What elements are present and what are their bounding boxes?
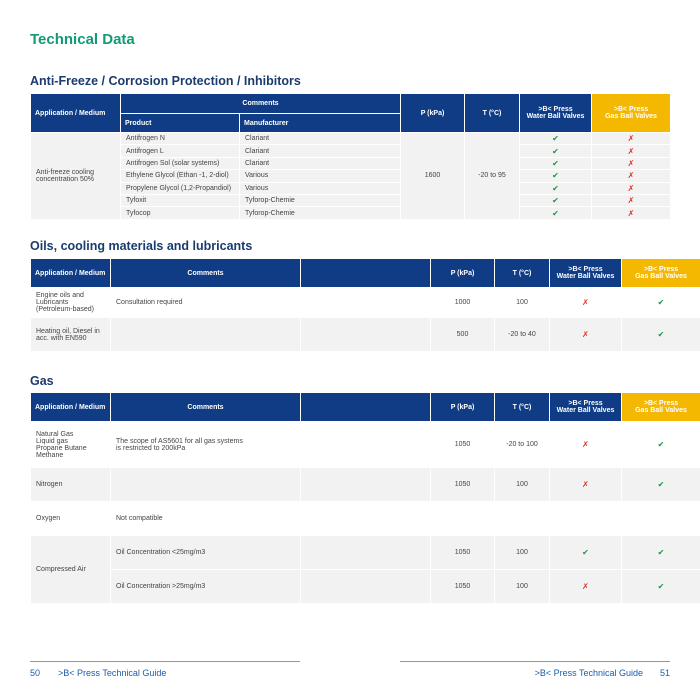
application-cell: Anti-freeze cooling concentration 50%: [31, 133, 121, 220]
header-application: Application / Medium: [31, 94, 121, 133]
application-cell: Nitrogen: [31, 468, 111, 502]
header-comments: Comments: [111, 259, 301, 288]
pressure-cell: 1050: [431, 422, 495, 468]
header-water-valves: >B< Press Water Ball Valves: [550, 259, 622, 288]
antifreeze-table: [30, 93, 671, 220]
table-row: [31, 422, 700, 468]
table-row: [31, 502, 700, 536]
header-water-valves: >B< Press Water Ball Valves: [550, 393, 622, 422]
gas-cell: [622, 502, 700, 536]
comment-cell: Consultation required: [111, 288, 301, 318]
manufacturer-cell: Various: [240, 170, 401, 182]
product-cell: Ethylene Glycol (Ethan -1, 2-diol): [121, 170, 240, 182]
header-gas-valves: >B< Press Gas Ball Valves: [592, 94, 671, 133]
temperature-cell: 100: [495, 468, 550, 502]
comment-cell: The scope of AS5601 for all gas systems is restricted to 200kPa: [111, 422, 301, 468]
check-icon: ✔: [520, 133, 592, 145]
page-title: Technical Data: [30, 31, 135, 48]
table-row: [31, 182, 671, 194]
temperature-cell: [495, 502, 550, 536]
header-blank: [301, 259, 431, 288]
manufacturer-cell: Various: [240, 182, 401, 194]
header-gas-valves: >B< Press Gas Ball Valves: [622, 259, 700, 288]
header-pressure: P (kPa): [431, 393, 495, 422]
table-row: [31, 145, 671, 157]
application-cell: Natural Gas Liquid gas Propane Butane Methane: [31, 422, 111, 468]
header-blank: [301, 393, 431, 422]
comment-cell: Not compatible: [111, 502, 301, 536]
empty-cell: [301, 468, 431, 502]
section-title-antifreeze: Anti-Freeze / Corrosion Protection / Inhibitors: [30, 74, 301, 88]
oils-table: [30, 258, 700, 352]
check-icon: ✔: [520, 170, 592, 182]
manufacturer-cell: Clariant: [240, 145, 401, 157]
empty-cell: [301, 502, 431, 536]
empty-cell: [301, 536, 431, 570]
temperature-cell: 100: [495, 288, 550, 318]
pressure-cell: 1600: [401, 133, 465, 220]
header-comments: Comments: [111, 393, 301, 422]
product-cell: Tyfocop: [121, 207, 240, 219]
comment-cell: Oil Concentration <25mg/m3: [111, 536, 301, 570]
table-row: [31, 194, 671, 206]
pressure-cell: [431, 502, 495, 536]
header-application: Application / Medium: [31, 393, 111, 422]
check-icon: ✔: [622, 536, 700, 570]
footer-rule-left: [30, 661, 300, 662]
temperature-cell: -20 to 40: [495, 318, 550, 352]
header-application: Application / Medium: [31, 259, 111, 288]
water-cell: [550, 502, 622, 536]
product-cell: Antifrogen N: [121, 133, 240, 145]
cross-icon: ✗: [592, 170, 671, 182]
header-pressure: P (kPa): [401, 94, 465, 133]
table-row: [31, 170, 671, 182]
page-number-right: 51: [659, 668, 670, 678]
cross-icon: ✗: [592, 157, 671, 169]
gas-table: [30, 392, 700, 604]
temperature-cell: 100: [495, 570, 550, 604]
temperature-cell: -20 to 95: [465, 133, 520, 220]
cross-icon: ✗: [550, 570, 622, 604]
check-icon: ✔: [622, 318, 700, 352]
manufacturer-cell: Clariant: [240, 157, 401, 169]
product-cell: Antifrogen Sol (solar systems): [121, 157, 240, 169]
header-temperature: T (°C): [495, 259, 550, 288]
header-gas-valves: >B< Press Gas Ball Valves: [622, 393, 700, 422]
check-icon: ✔: [622, 468, 700, 502]
pressure-cell: 500: [431, 318, 495, 352]
manufacturer-cell: Tyforop-Chemie: [240, 194, 401, 206]
table-row: [31, 570, 700, 604]
table-row: [31, 207, 671, 219]
cross-icon: ✗: [592, 145, 671, 157]
header-temperature: T (°C): [465, 94, 520, 133]
empty-cell: [301, 570, 431, 604]
check-icon: ✔: [520, 145, 592, 157]
application-cell: Oxygen: [31, 502, 111, 536]
cross-icon: ✗: [592, 182, 671, 194]
header-comments: Comments: [121, 94, 401, 114]
check-icon: ✔: [520, 207, 592, 219]
table-row: [31, 133, 671, 145]
application-cell: Heating oil, Diesel in acc. with EN590: [31, 318, 111, 352]
cross-icon: ✗: [550, 318, 622, 352]
product-cell: Antifrogen L: [121, 145, 240, 157]
pressure-cell: 1000: [431, 288, 495, 318]
pressure-cell: 1050: [431, 536, 495, 570]
cross-icon: ✗: [592, 194, 671, 206]
cross-icon: ✗: [550, 422, 622, 468]
check-icon: ✔: [622, 422, 700, 468]
application-cell: Engine oils and Lubricants (Petroleum-based): [31, 288, 111, 318]
section-title-gas: Gas: [30, 374, 54, 388]
check-icon: ✔: [520, 157, 592, 169]
pressure-cell: 1050: [431, 468, 495, 502]
table-row: [31, 288, 700, 318]
header-pressure: P (kPa): [431, 259, 495, 288]
empty-cell: [301, 318, 431, 352]
cross-icon: ✗: [550, 468, 622, 502]
table-row: [31, 157, 671, 169]
check-icon: ✔: [622, 570, 700, 604]
header-temperature: T (°C): [495, 393, 550, 422]
page-number-left: 50: [30, 668, 41, 678]
temperature-cell: 100: [495, 536, 550, 570]
footer-title-right: >B< Press Technical Guide: [534, 668, 643, 678]
check-icon: ✔: [520, 194, 592, 206]
empty-cell: [301, 288, 431, 318]
section-title-oils: Oils, cooling materials and lubricants: [30, 239, 253, 253]
cross-icon: ✗: [592, 207, 671, 219]
cross-icon: ✗: [550, 288, 622, 318]
product-cell: Tyfoxit: [121, 194, 240, 206]
application-cell: Compressed Air: [31, 536, 111, 604]
comment-cell: Oil Concentration >25mg/m3: [111, 570, 301, 604]
footer-title-left: >B< Press Technical Guide: [58, 668, 167, 678]
header-water-valves: >B< Press Water Ball Valves: [520, 94, 592, 133]
header-product: Product: [121, 114, 240, 133]
manufacturer-cell: Clariant: [240, 133, 401, 145]
table-row: [31, 536, 700, 570]
comment-cell: [111, 318, 301, 352]
table-row: [31, 318, 700, 352]
footer-rule-right: [400, 661, 670, 662]
check-icon: ✔: [520, 182, 592, 194]
temperature-cell: -20 to 100: [495, 422, 550, 468]
cross-icon: ✗: [592, 133, 671, 145]
check-icon: ✔: [550, 536, 622, 570]
table-row: [31, 468, 700, 502]
pressure-cell: 1050: [431, 570, 495, 604]
header-manufacturer: Manufacturer: [240, 114, 401, 133]
check-icon: ✔: [622, 288, 700, 318]
manufacturer-cell: Tyforop-Chemie: [240, 207, 401, 219]
product-cell: Propylene Glycol (1,2-Propandiol): [121, 182, 240, 194]
comment-cell: [111, 468, 301, 502]
empty-cell: [301, 422, 431, 468]
